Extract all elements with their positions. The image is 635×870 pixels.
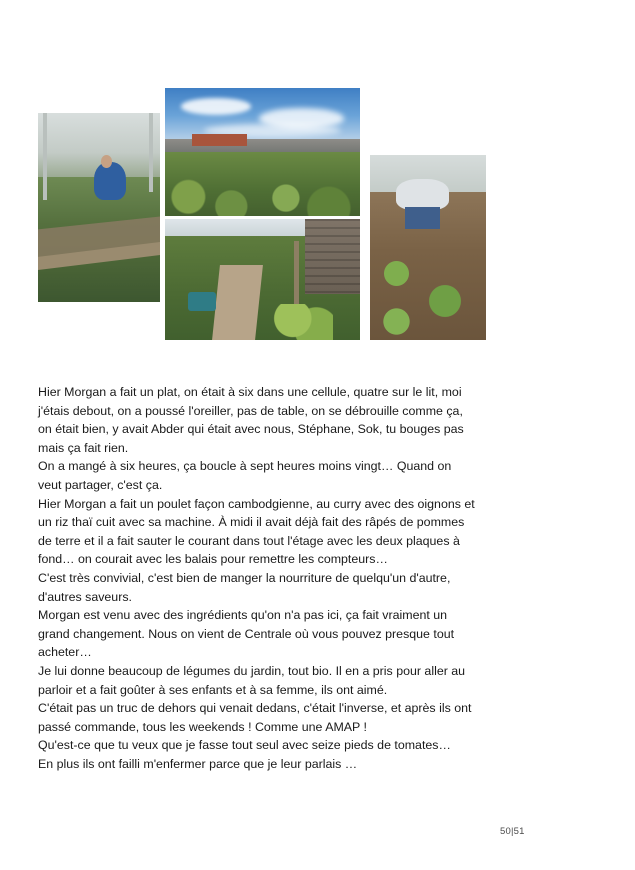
paragraph: On a mangé à six heures, ça boucle à sept heures moins vingt… Quand on veut partager, c'est ça.: [38, 459, 452, 492]
photo-plant: [377, 303, 416, 340]
paragraph: C'est très convivial, c'est bien de manger la nourriture de quelqu'un d'autre, d'autres saveurs.: [38, 570, 451, 604]
page-number: 50|51: [500, 826, 525, 837]
photo-greenhouse-frame-right: [149, 113, 153, 192]
photo-leaves: [266, 304, 332, 340]
photo-plant: [423, 277, 467, 325]
photo-wall: [305, 219, 360, 294]
paragraph: Je lui donne beaucoup de légumes du jardin, tout bio. Il en a pris pour aller au parloir et a fait goûter à ses enfants et à sa femme, ils ont aimé.: [38, 663, 466, 697]
photo-soil-man: [370, 155, 486, 340]
photo-person-legs: [405, 207, 440, 229]
photo-greenhouse-man: [38, 113, 160, 302]
photo-garden-wide: [165, 88, 360, 216]
paragraph: Morgan est venu avec des ingrédients qu'on n'a pas ici, ça fait vraiment un grand changement. Nous on vient de Centrale où vous pouvez presque tout acheter…: [38, 608, 455, 660]
paragraph: Hier Morgan a fait un plat, on était à six dans une cellule, quatre sur le lit, moi j'étais debout, on a poussé l'oreiller, pas de table, on se débrouille comme ça, on était bien, y avait Abder qui était avec nous, Stéphane, Sok, tu bouges pas mais ça fait rien.: [38, 385, 464, 455]
testimony-text-block: [38, 383, 475, 773]
photo-path: [212, 265, 263, 340]
paragraph: En plus ils ont failli m'enfermer parce que je leur parlais …: [38, 756, 358, 771]
photo-watering-can: [188, 292, 215, 311]
photo-plant: [379, 255, 414, 292]
photo-collage: [0, 0, 635, 360]
photo-cloud: [181, 98, 251, 115]
paragraph: Hier Morgan a fait un poulet façon cambodgienne, au curry avec des oignons et un riz thaï cuit avec sa machine. À midi il avait déjà fait des râpés de pommes de terre et il a fait sauter le courant dans tout l'étage avec les deux plaques à fond… on courait avec les balais pour remettre les compteurs…: [38, 496, 475, 567]
photo-vegetable-beds: [165, 152, 360, 216]
photo-roof: [192, 134, 247, 146]
photo-person-body: [396, 179, 449, 210]
photo-person-body: [94, 162, 126, 200]
paragraph: Qu'est-ce que tu veux que je fasse tout seul avec seize pieds de tomates…: [38, 738, 451, 753]
photo-garden-path: [165, 219, 360, 340]
paragraph: C'était pas un truc de dehors qui venait dedans, c'était l'inverse, et après ils ont passé commande, tous les weekends ! Comme une AMAP !: [38, 701, 472, 734]
photo-greenhouse-frame-left: [43, 113, 47, 200]
